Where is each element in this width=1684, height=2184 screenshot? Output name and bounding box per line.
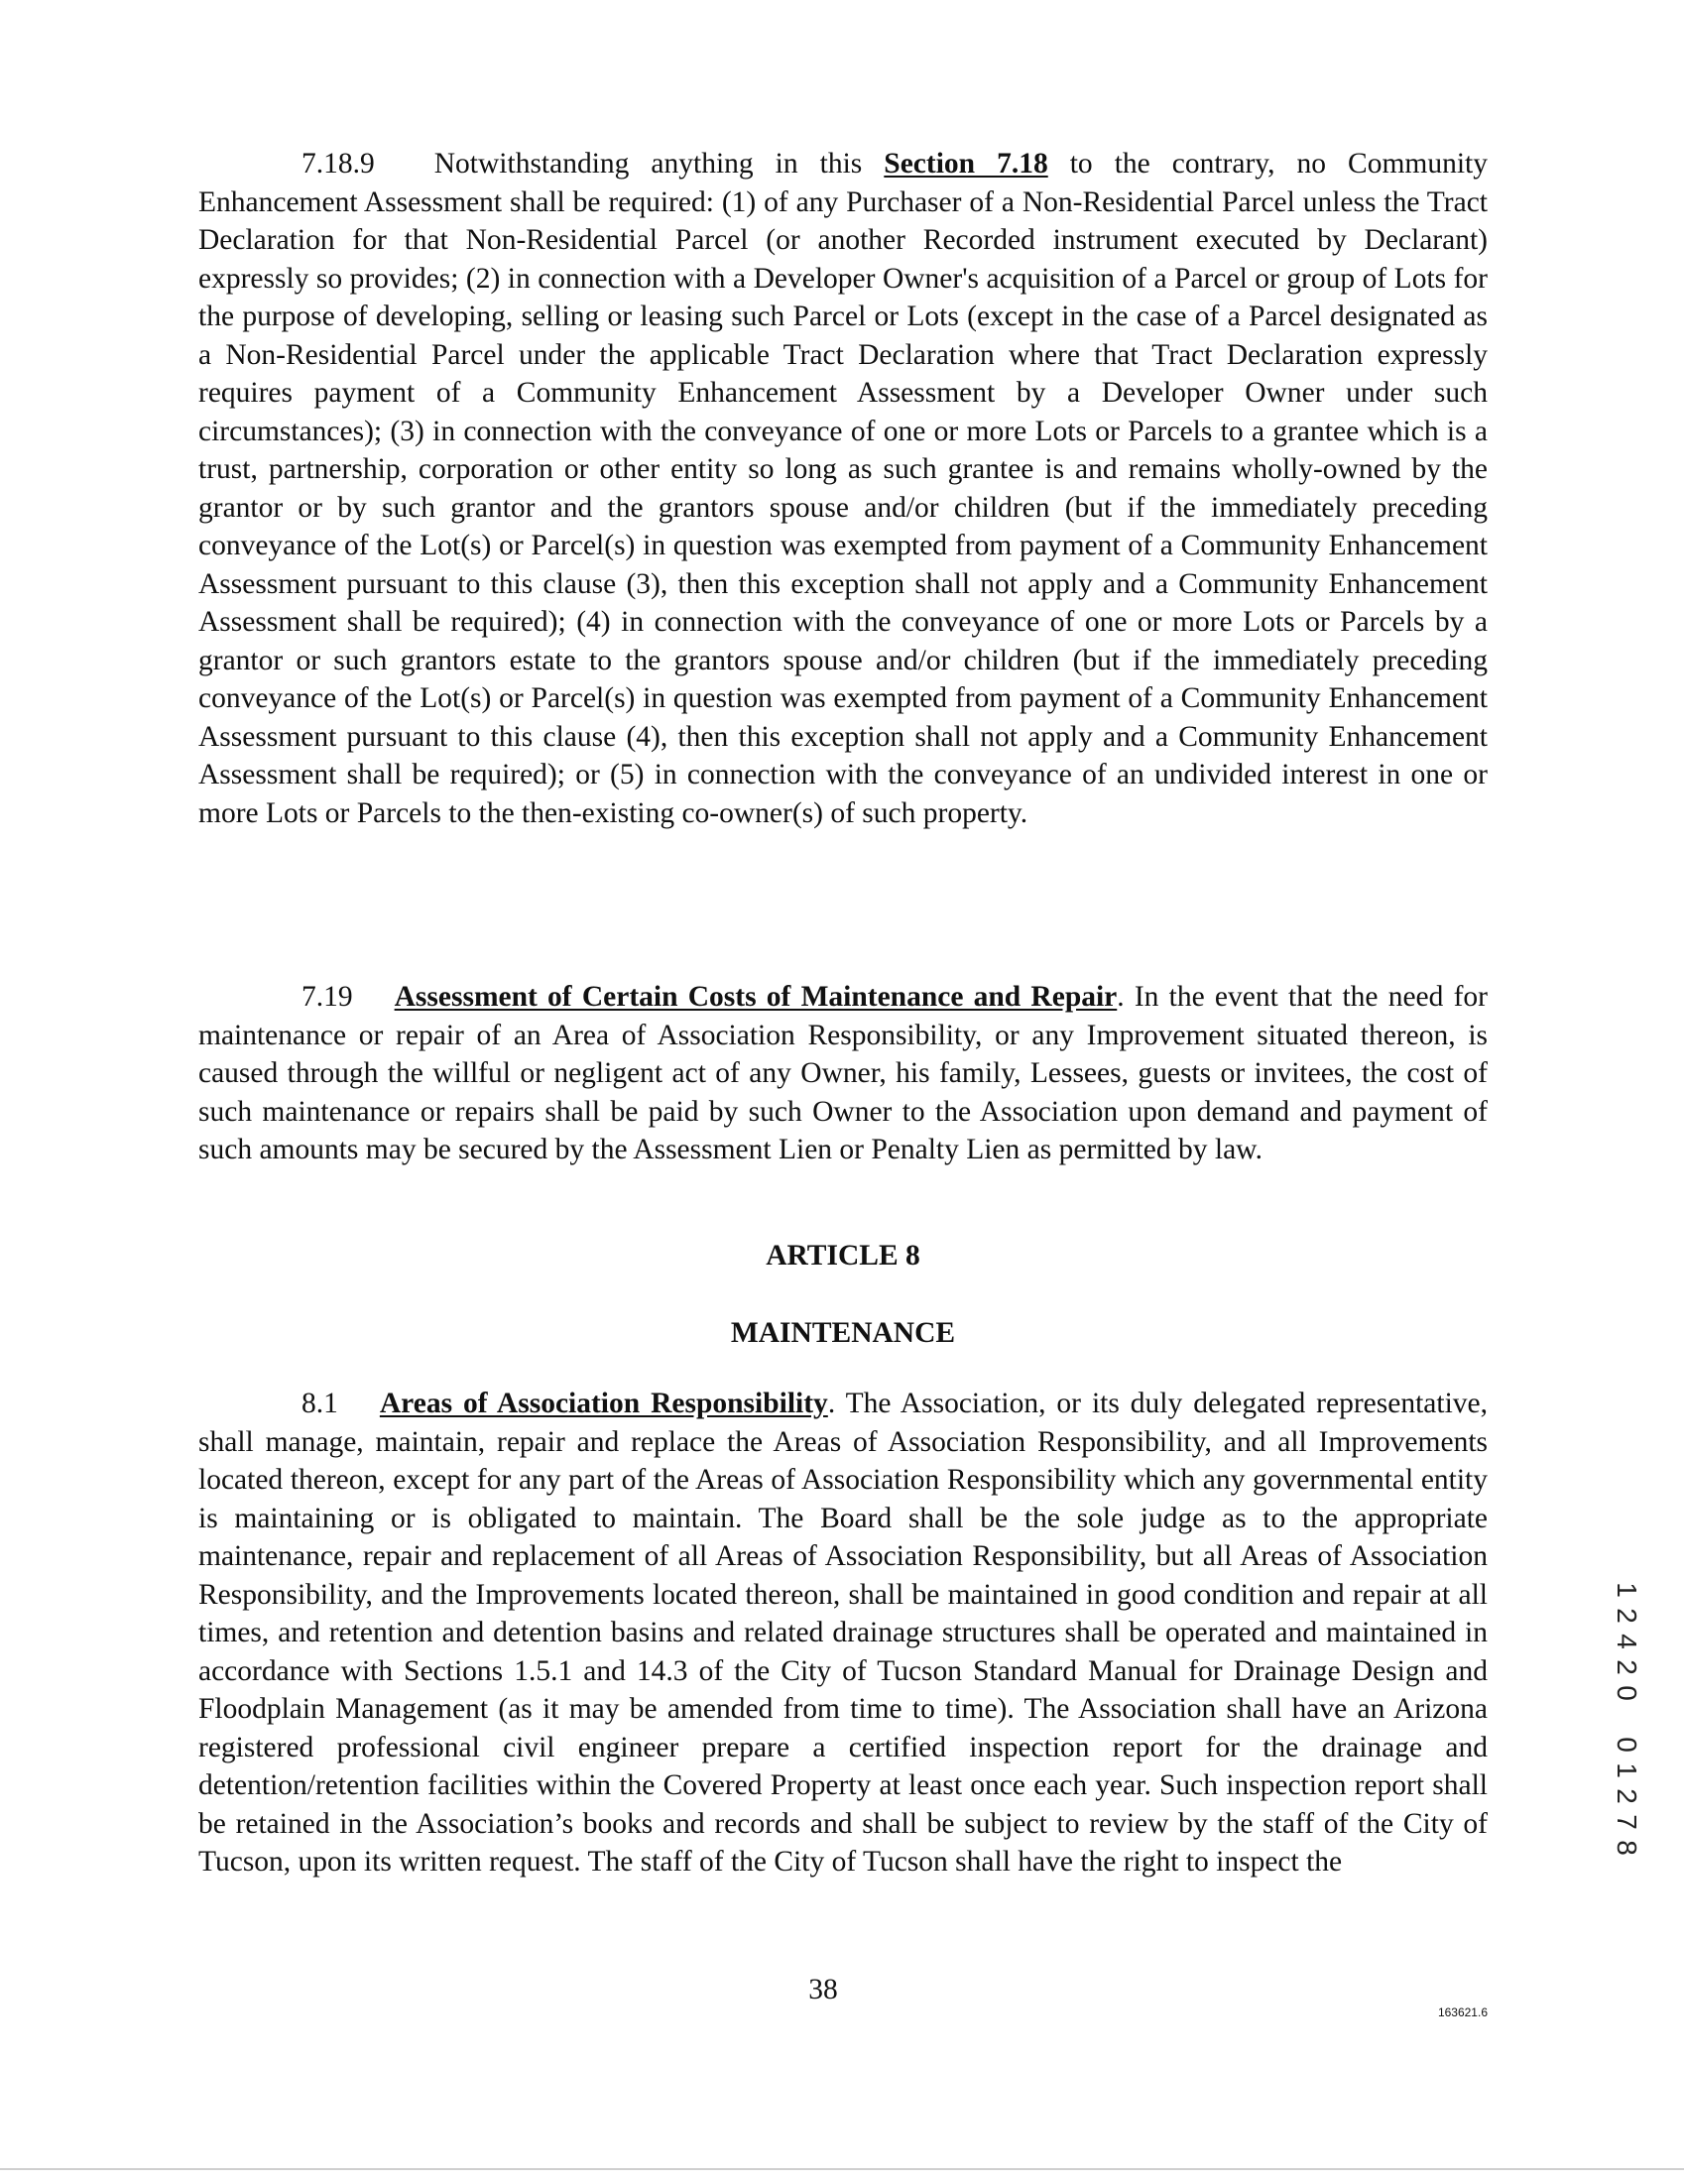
stamp-digit: 4 xyxy=(1612,1634,1642,1649)
paragraph-7-18-9 xyxy=(198,145,1488,832)
stamp-digit: 2 xyxy=(1612,1659,1642,1675)
section-number: 7.18.9 xyxy=(301,148,375,180)
section-title: Assessment of Certain Costs of Maintenance and Repair xyxy=(394,981,1118,1013)
stamp-digit: 2 xyxy=(1612,1788,1642,1804)
stamp-digit: 1 xyxy=(1612,1762,1642,1778)
article-label: ARTICLE 8 xyxy=(766,1240,920,1272)
paragraph-text: . In the event that the need for maintenance or repair of an Area of Association Responsibility, or any Improvement situated thereon, is caused through the willful or negligent act of any Owner, his family, Lessees, guests or invitees, the cost of such maintenance or repairs shall be paid by such Owner to the Association upon demand and payment of such amounts may be secured by the Assessment Lien or Penalty Lien as permitted by law. xyxy=(198,981,1488,1165)
stamp-digit: 7 xyxy=(1612,1814,1642,1830)
article-title: MAINTENANCE xyxy=(730,1317,956,1349)
stamp-digit: 2 xyxy=(1612,1608,1642,1624)
stamp-digit: 0 xyxy=(1612,1737,1642,1753)
stamp-digit: 0 xyxy=(1612,1685,1642,1701)
scan-edge-rule xyxy=(0,2168,1684,2170)
paragraph-text: . The Association, or its duly delegated representative, shall manage, maintain, repair and replace the Areas of Association Responsibility, and all Improvements located thereon, except for any part of the Areas of Association Responsibility which any governmental entity is maintaining or is obligated to maintain. The Board shall be the sole judge as to the appropriate maintenance, repair and replacement of all Areas of Association Responsibility, but all Areas of Association Responsibility, and the Improvements located thereon, shall be maintained in good condition and repair at all times, and retention and detention basins and related drainage structures shall be operated and maintained in accordance with Sections 1.5.1 and 14.3 of the City of Tucson Standard Manual for Drainage Design and Floodplain Management (as it may be amended from time to time). The Association shall have an Arizona registered professional civil engineer prepare a certified inspection report for the drainage and detention/retention facilities within the Covered Property at least once each year. Such inspection report shall be retained in the Association’s books and records and shall be subject to review by the staff of the City of Tucson, upon its written request. The staff of the City of Tucson shall have the right to inspect the xyxy=(198,1388,1488,1878)
recording-stamp xyxy=(1607,1577,1646,1861)
stamp-digit: 8 xyxy=(1612,1840,1642,1856)
page-number: 38 xyxy=(808,1974,838,2005)
section-reference: Section 7.18 xyxy=(884,148,1048,180)
section-number: 7.19 xyxy=(301,981,353,1013)
paragraph-7-19 xyxy=(198,978,1488,1169)
section-number: 8.1 xyxy=(301,1388,338,1419)
paragraph-text-lead: Notwithstanding anything in this xyxy=(433,148,885,180)
document-id: 163621.6 xyxy=(1437,2005,1488,2019)
paragraph-8-1 xyxy=(198,1385,1488,1881)
section-title: Areas of Association Responsibility xyxy=(379,1388,828,1419)
stamp-digit: 1 xyxy=(1612,1582,1642,1598)
paragraph-text: to the contrary, no Community Enhancement Assessment shall be required: (1) of any Purchaser of a Non-Residential Parcel unless the Tract Declaration for that Non-Residential Parcel (or another Recorded instrument executed by Declarant) expressly so provides; (2) in connection with a Developer Owner's acquisition of a Parcel or group of Lots for the purpose of developing, selling or leasing such Parcel or Lots (except in the case of a Parcel designated as a Non-Residential Parcel under the applicable Tract Declaration where that Tract Declaration expressly requires payment of a Community Enhancement Assessment by a Developer Owner under such circumstances); (3) in connection with the conveyance of one or more Lots or Parcels to a grantee which is a trust, partnership, corporation or other entity so long as such grantee is and remains wholly-owned by the grantor or by such grantor and the grantors spouse and/or children (but if the immediately preceding conveyance of the Lot(s) or Parcel(s) in question was exempted from payment of a Community Enhancement Assessment pursuant to this clause (3), then this exception shall not apply and a Community Enhancement Assessment shall be required); (4) in connection with the conveyance of one or more Lots or Parcels by a grantor or such grantors estate to the grantors spouse and/or children (but if the immediately preceding conveyance of the Lot(s) or Parcel(s) in question was exempted from payment of a Community Enhancement Assessment pursuant to this clause (4), then this exception shall not apply and a Community Enhancement Assessment shall be required); or (5) in connection with the conveyance of an undivided interest in one or more Lots or Parcels to the then-existing co-owner(s) of such property. xyxy=(198,148,1488,829)
